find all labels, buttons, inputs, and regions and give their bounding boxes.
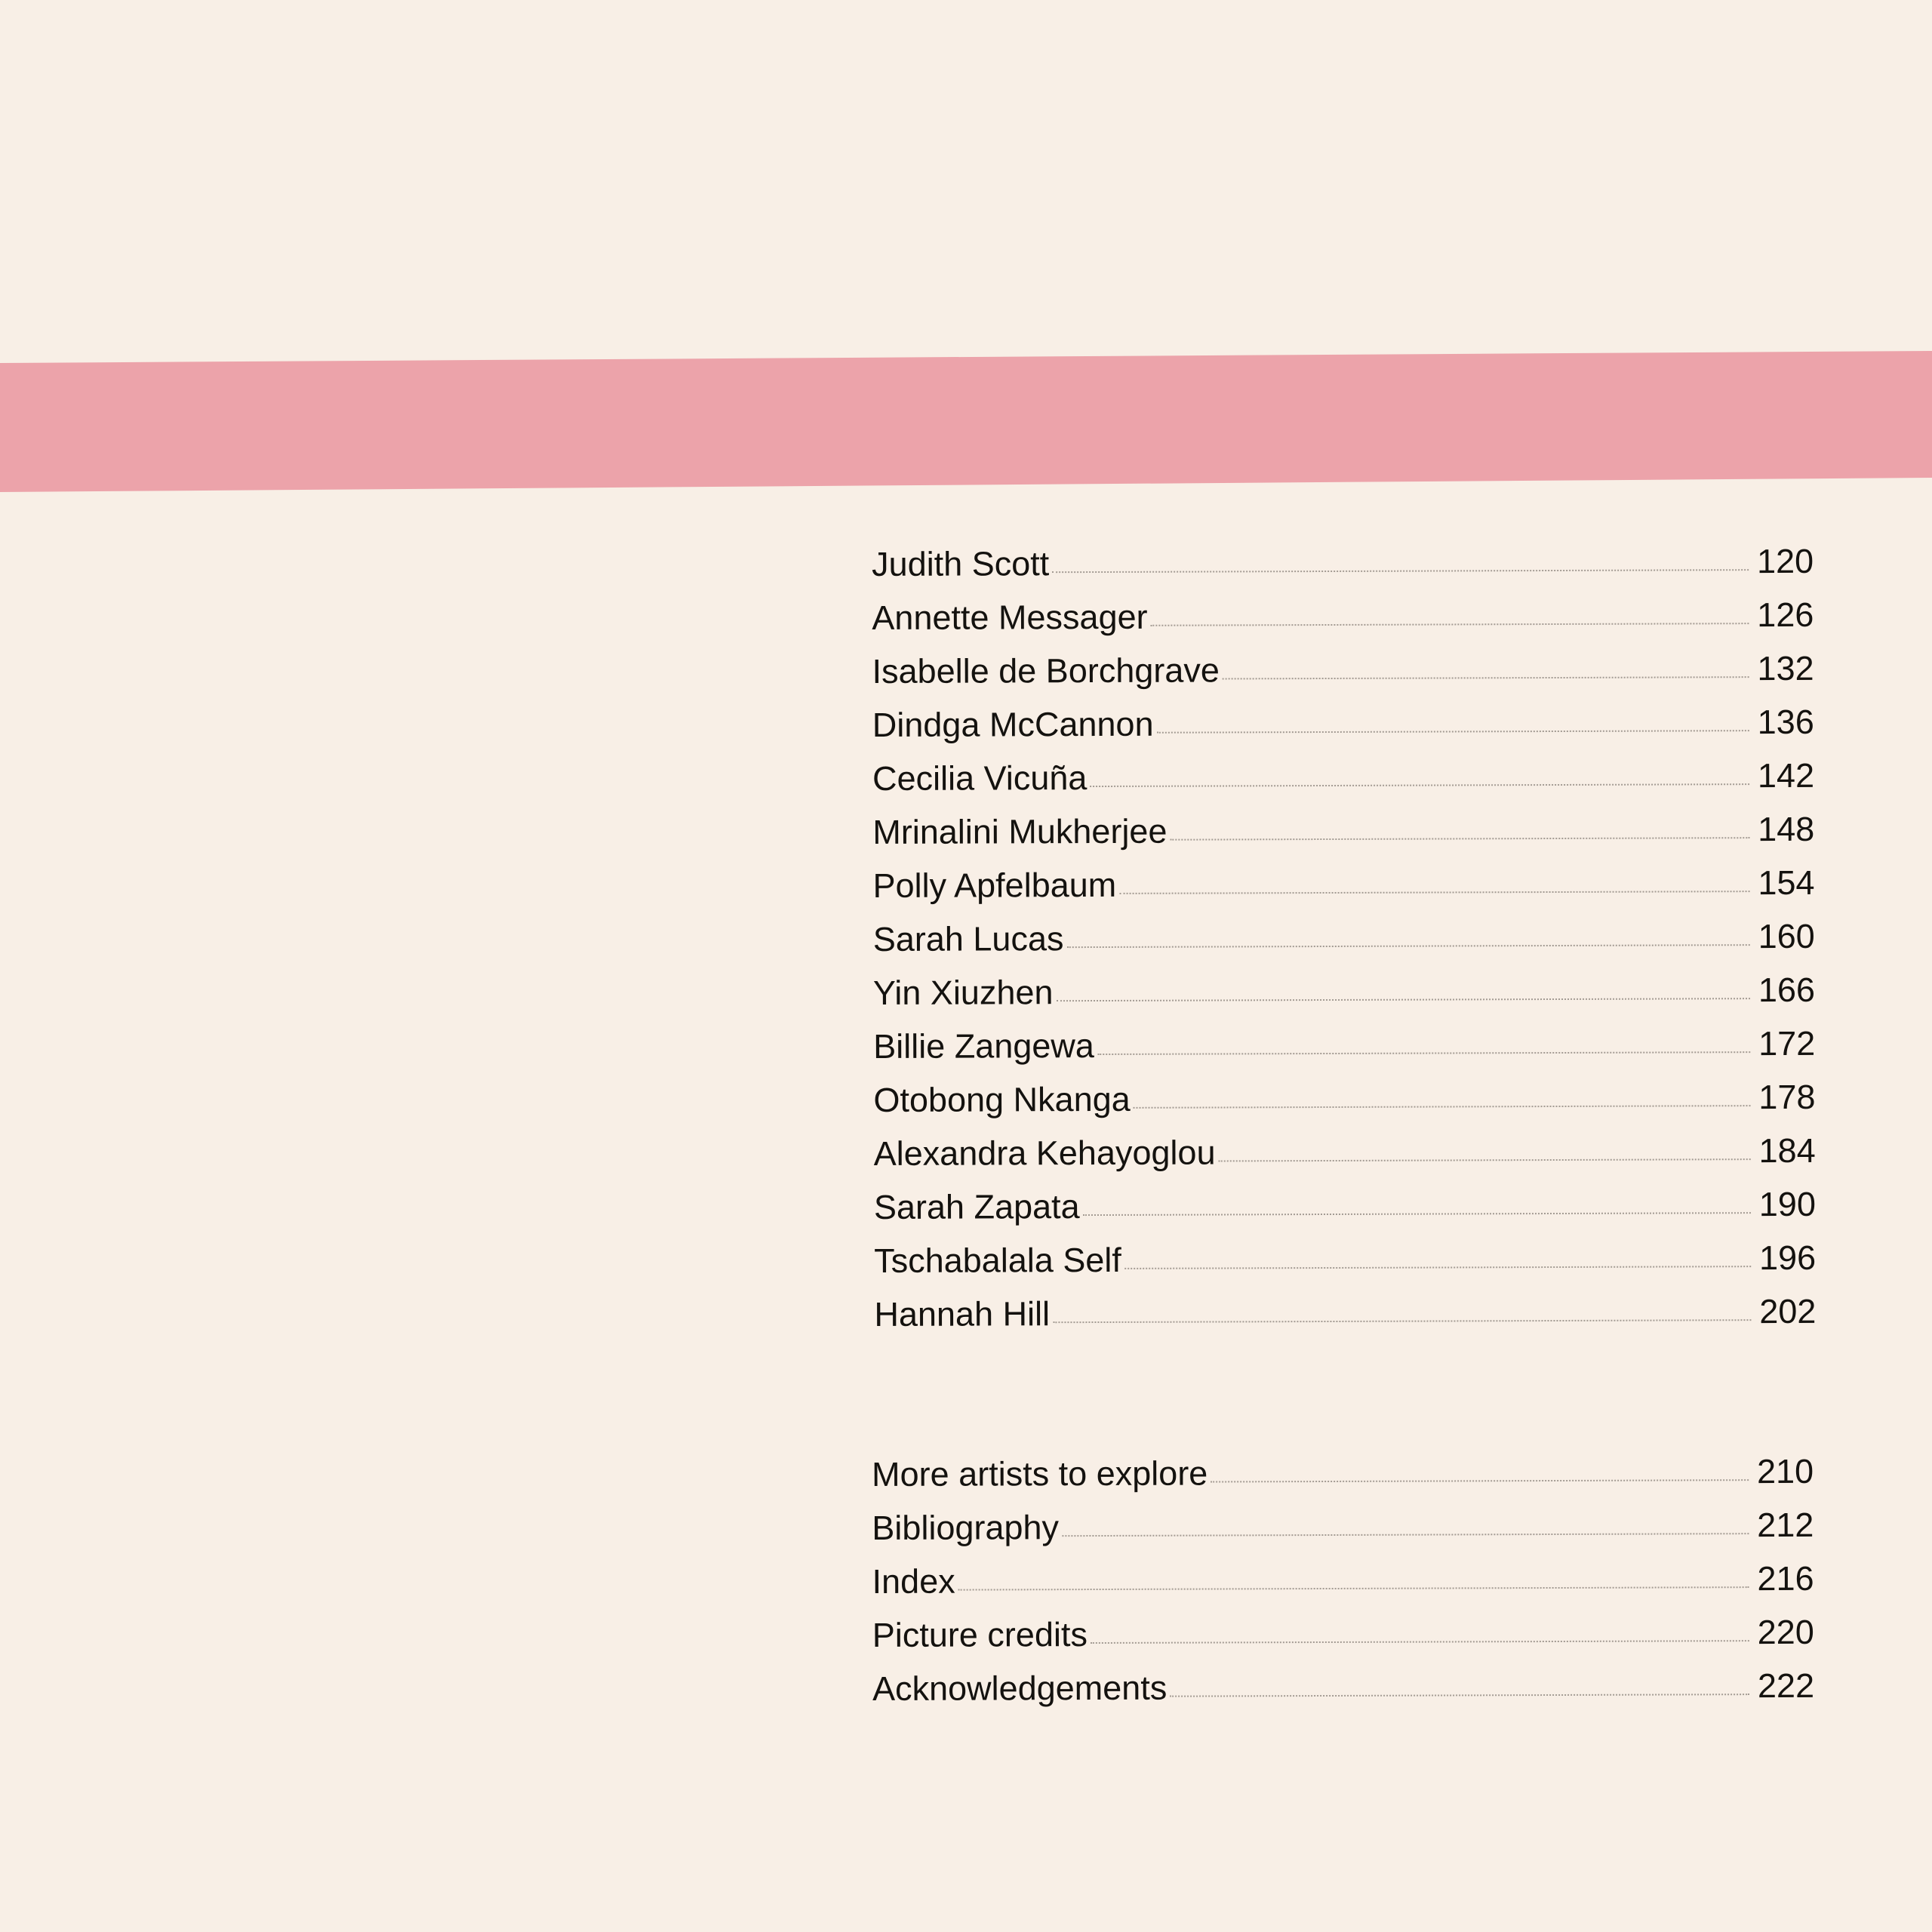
toc-entry-page: 196 — [1758, 1238, 1817, 1278]
toc-entry[interactable] — [872, 802, 1814, 859]
dot-leader — [1170, 837, 1749, 841]
toc-entry-name: Hannah Hill — [874, 1294, 1051, 1334]
toc-entry-page: 136 — [1757, 702, 1814, 742]
toc-entry-page: 222 — [1757, 1666, 1815, 1706]
toc-entry-name: Yin Xiuzhen — [872, 973, 1054, 1012]
toc-entry-name: Cecilia Vicuña — [872, 758, 1088, 798]
toc-entry-page: 216 — [1757, 1558, 1814, 1598]
toc-entry-page: 120 — [1756, 541, 1814, 581]
dot-leader — [1090, 783, 1749, 787]
toc-back-entry[interactable] — [872, 1498, 1814, 1555]
toc-entry-name: Isabelle de Borchgrave — [872, 651, 1220, 691]
dot-leader — [1223, 676, 1749, 679]
dot-leader — [1151, 623, 1749, 626]
toc-entry-page: 212 — [1757, 1505, 1814, 1545]
toc-entry-page: 148 — [1758, 809, 1815, 849]
dot-leader — [1097, 1051, 1750, 1055]
dot-leader — [1083, 1212, 1751, 1216]
dot-leader — [1170, 1694, 1749, 1697]
toc-entry-name: Mrinalini Mukherjee — [872, 811, 1168, 851]
toc-entry-page: 132 — [1757, 648, 1814, 688]
toc-entry-name: Index — [872, 1561, 955, 1601]
toc-entry-page: 126 — [1757, 595, 1814, 635]
toc-entry-name: Dindga McCannon — [872, 704, 1154, 744]
dot-leader — [958, 1586, 1749, 1590]
toc-entry-name: Annette Messager — [872, 597, 1148, 637]
toc-entry[interactable] — [873, 963, 1815, 1020]
toc-entry-name: Polly Apfelbaum — [872, 865, 1117, 905]
toc-back-entry[interactable] — [872, 1605, 1814, 1662]
toc-entry[interactable] — [872, 534, 1814, 591]
dot-leader — [1124, 1266, 1751, 1269]
dot-leader — [1211, 1479, 1749, 1482]
dot-leader — [1062, 1533, 1749, 1537]
toc-entry-page: 220 — [1757, 1612, 1814, 1652]
toc-entry-page: 202 — [1759, 1291, 1817, 1331]
dot-leader — [1052, 569, 1749, 573]
dot-leader — [1157, 730, 1749, 734]
toc-entry[interactable] — [872, 749, 1814, 805]
toc-entry[interactable] — [873, 1017, 1815, 1073]
toc-entry-page: 190 — [1758, 1184, 1817, 1224]
dot-leader — [1134, 1105, 1751, 1109]
toc-entry[interactable] — [874, 1124, 1816, 1180]
toc-entry-name: Judith Scott — [872, 544, 1050, 583]
toc-back-entry[interactable] — [872, 1659, 1814, 1715]
toc-entry-page: 154 — [1758, 863, 1815, 903]
toc-entry-name: Bibliography — [872, 1508, 1060, 1547]
toc-entry-page: 178 — [1758, 1077, 1816, 1117]
dot-leader — [1119, 891, 1749, 894]
toc-entry-name: Alexandra Kehayoglou — [873, 1133, 1216, 1173]
toc-entry[interactable] — [872, 588, 1814, 645]
dot-leader — [1091, 1640, 1749, 1644]
toc-entry-page: 160 — [1758, 916, 1815, 956]
dot-leader — [1057, 998, 1751, 1001]
toc-entry[interactable] — [872, 856, 1814, 912]
toc-entry-page: 172 — [1758, 1023, 1816, 1063]
dot-leader — [1066, 944, 1749, 948]
toc-entry-name: Picture credits — [872, 1615, 1088, 1654]
dot-leader — [1053, 1319, 1751, 1323]
toc-entry-name: More artists to explore — [872, 1454, 1208, 1494]
toc-back-matter — [872, 1444, 1814, 1715]
toc-back-entry[interactable] — [872, 1444, 1814, 1501]
toc-entry-page: 142 — [1757, 755, 1815, 795]
toc-entry-page: 166 — [1758, 970, 1816, 1010]
dot-leader — [1219, 1158, 1751, 1161]
toc-entry-name: Billie Zangewa — [873, 1026, 1094, 1066]
toc-artist-list — [872, 534, 1817, 1341]
toc-back-entry[interactable] — [872, 1552, 1814, 1608]
toc-entry[interactable] — [874, 1231, 1816, 1287]
toc-entry-name: Sarah Zapata — [873, 1187, 1080, 1226]
toc-entry-page: 184 — [1758, 1131, 1816, 1171]
toc-entry-page: 210 — [1756, 1451, 1814, 1491]
toc-entry[interactable] — [873, 909, 1815, 966]
toc-entry[interactable] — [874, 1177, 1816, 1234]
toc-entry-name: Sarah Lucas — [872, 919, 1064, 958]
toc-entry[interactable] — [874, 1284, 1816, 1341]
toc-entry-name: Otobong Nkanga — [873, 1079, 1131, 1119]
toc-entry[interactable] — [873, 1070, 1815, 1127]
toc-entry-name: Acknowledgements — [872, 1668, 1168, 1708]
toc-entry-name: Tschabalala Self — [874, 1240, 1121, 1280]
toc-entry[interactable] — [872, 695, 1814, 752]
toc-entry[interactable] — [872, 641, 1814, 698]
